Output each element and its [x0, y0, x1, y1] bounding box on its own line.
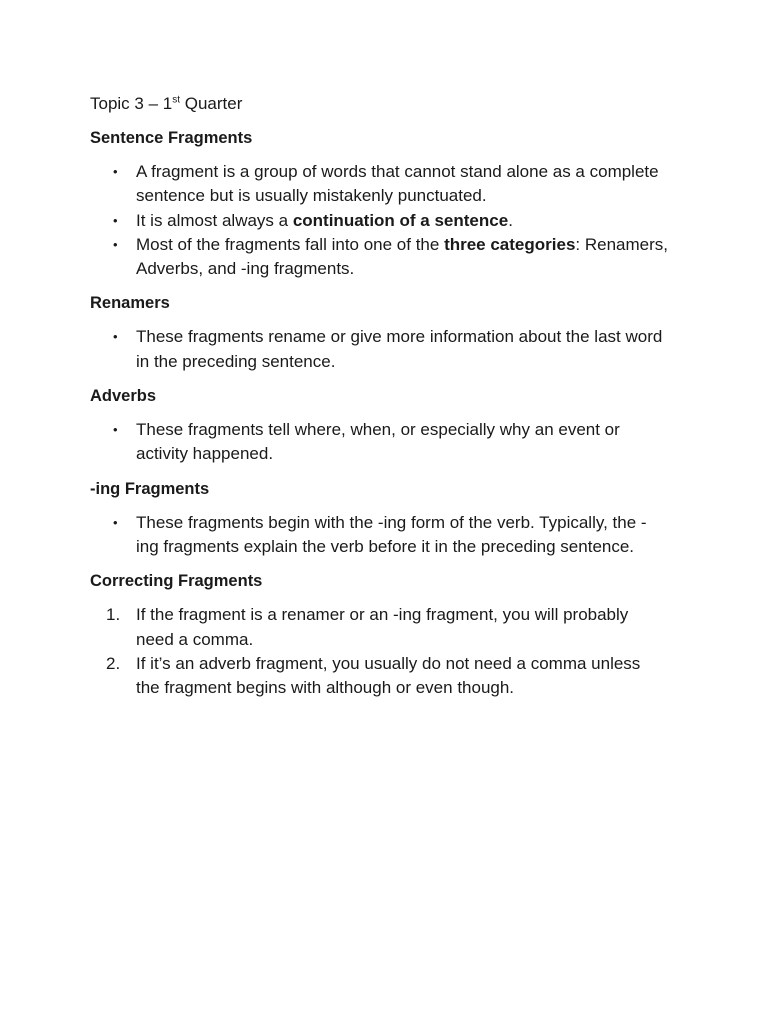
bullet-icon: •	[113, 236, 118, 252]
list-item-text: These fragments tell where, when, or especially why an event or activity happened.	[136, 420, 620, 464]
topic-line	[90, 92, 668, 116]
correcting-fragments-list	[90, 603, 668, 700]
list-item	[113, 209, 668, 233]
list-item	[106, 652, 668, 701]
topic-suffix: Quarter	[180, 94, 243, 113]
topic-prefix: Topic 3 – 1	[90, 94, 173, 113]
renamers-list	[90, 325, 668, 374]
ing-fragments-list	[90, 511, 668, 560]
list-number: 2.	[106, 653, 121, 673]
list-item	[106, 603, 668, 652]
list-item-text: .	[508, 210, 513, 230]
sentence-fragments-heading: Sentence Fragments	[90, 129, 253, 147]
sentence-fragments-list	[90, 160, 668, 281]
list-item-text: These fragments begin with the -ing form of the verb. Typically, the -ing fragments explain the verb before it in the preceding sentence.	[136, 512, 647, 556]
bullet-icon: •	[113, 514, 118, 530]
adverbs-list	[90, 418, 668, 467]
bullet-icon: •	[113, 212, 118, 228]
list-item	[113, 325, 668, 374]
correcting-fragments-heading: Correcting Fragments	[90, 572, 263, 591]
emphasis-text: continuation of a sentence	[292, 210, 509, 230]
adverbs-heading: Adverbs	[90, 387, 157, 406]
list-item-text: It is almost always a	[136, 210, 293, 230]
bullet-icon: •	[113, 329, 118, 345]
list-item	[113, 160, 668, 209]
list-item	[113, 233, 668, 282]
ing-fragments-heading: -ing Fragments	[90, 479, 210, 498]
bullet-icon: •	[113, 422, 118, 438]
emphasis-text: three categories	[444, 234, 576, 254]
list-item-text: A fragment is a group of words that cannot stand alone as a complete sentence but is usually mistakenly punctuated.	[136, 162, 659, 206]
list-number: 1.	[106, 605, 121, 625]
renamers-heading: Renamers	[90, 294, 170, 313]
list-item-text: If it’s an adverb fragment, you usually do not need a comma unless the fragment begins with although or even though.	[136, 653, 641, 698]
list-item-text: Most of the fragments fall into one of the	[136, 234, 445, 254]
list-item-text: These fragments rename or give more information about the last word in the preceding sentence.	[136, 327, 663, 371]
topic-superscript: st	[172, 94, 181, 106]
list-item-text: If the fragment is a renamer or an -ing fragment, you will probably need a comma.	[136, 605, 629, 649]
list-item	[113, 418, 668, 467]
list-item	[113, 511, 668, 560]
list-item-text: : Renamers, Adverbs, and -ing fragments.	[136, 234, 668, 279]
bullet-icon: •	[113, 164, 118, 179]
